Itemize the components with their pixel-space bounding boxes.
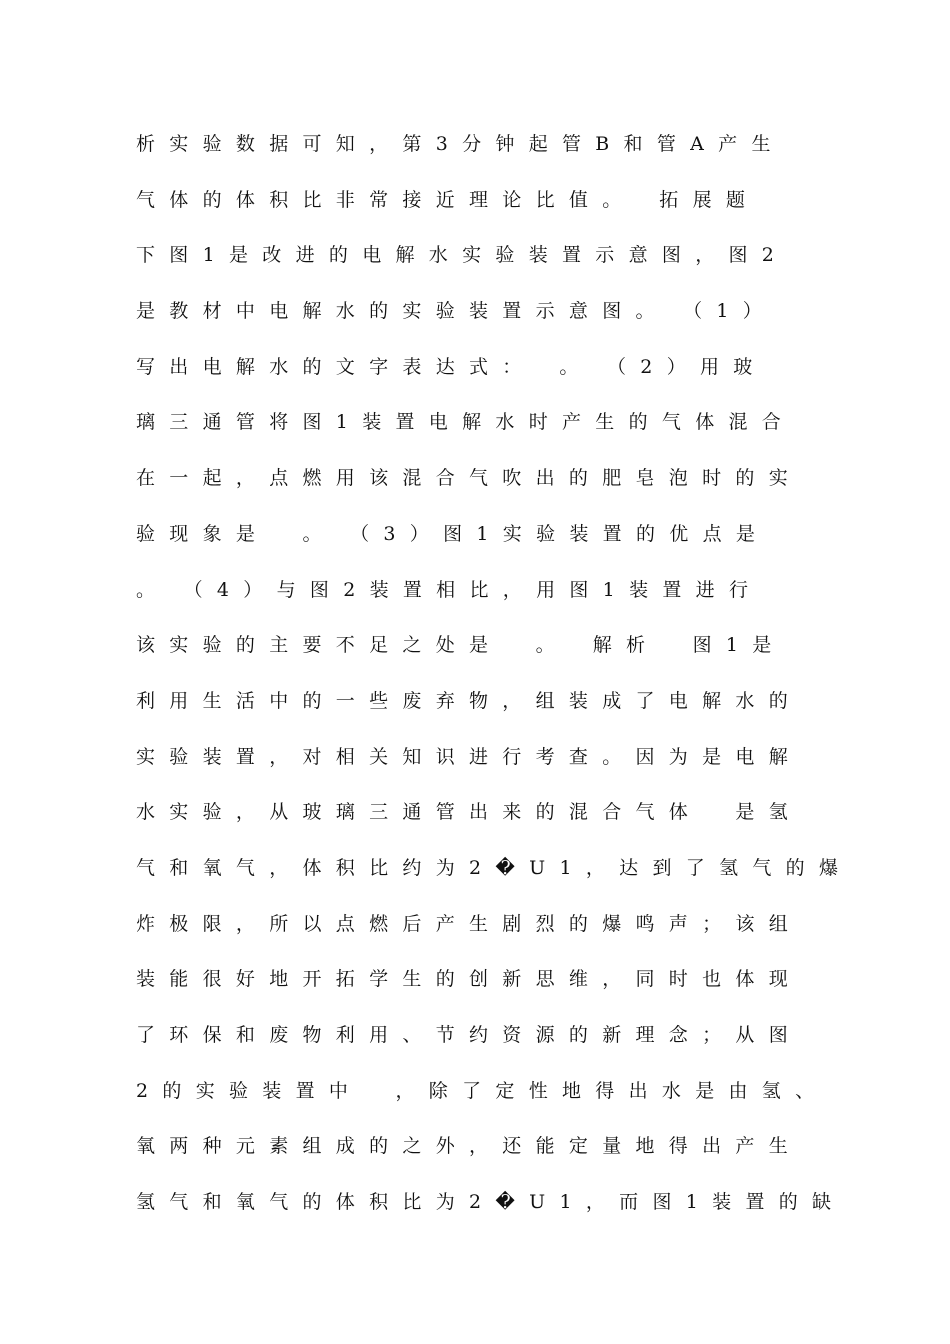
text-line-5: 写出电解水的文字表达式： 。 （2）用玻	[136, 355, 767, 378]
text-line-19: 氧两种元素组成的之外，还能定量地得出产生	[136, 1135, 803, 1158]
text-line-8: 验现象是 。 （3）图1实验装置的优点是	[136, 522, 770, 545]
body-text	[136, 124, 853, 1238]
text-line-13: 水实验，从玻璃三通管出来的混合气体 是氢	[136, 801, 803, 824]
text-line-6: 璃三通管将图1装置电解水时产生的气体混合	[136, 411, 796, 434]
text-line-16: 装能很好地开拓学生的创新思维，同时也体现	[136, 968, 803, 991]
text-line-1: 析实验数据可知，第3分钟起管B和管A产生	[136, 133, 785, 155]
text-line-18: 2的实验装置中 ，除了定性地得出水是由氢、	[136, 1079, 829, 1102]
text-line-11: 利用生活中的一些废弃物，组装成了电解水的	[136, 689, 803, 712]
text-line-17: 了环保和废物利用、节约资源的新理念；从图	[136, 1024, 803, 1046]
text-line-12: 实验装置，对相关知识进行考查。因为是电解	[136, 745, 803, 768]
text-line-14: 气和氧气，体积比约为2�U1，达到了氢气的爆	[136, 856, 853, 879]
text-line-2: 气体的体积比非常接近理论比值。 拓展题	[136, 188, 760, 211]
text-line-9: 。 （4）与图2装置相比，用图1装置进行	[136, 578, 763, 601]
text-line-20: 氢气和氧气的体积比为2�U1，而图1装置的缺	[136, 1191, 846, 1214]
text-line-4: 是教材中电解水的实验装置示意图。 （1）	[136, 300, 777, 323]
text-line-3: 下图1是改进的电解水实验装置示意图，图2	[136, 244, 789, 267]
text-line-15: 炸极限，所以点燃后产生剧烈的爆鸣声；该组	[136, 912, 803, 935]
text-line-10: 该实验的主要不足之处是 。 解析 图1是	[136, 634, 786, 657]
text-line-7: 在一起，点燃用该混合气吹出的肥皂泡时的实	[136, 467, 803, 490]
